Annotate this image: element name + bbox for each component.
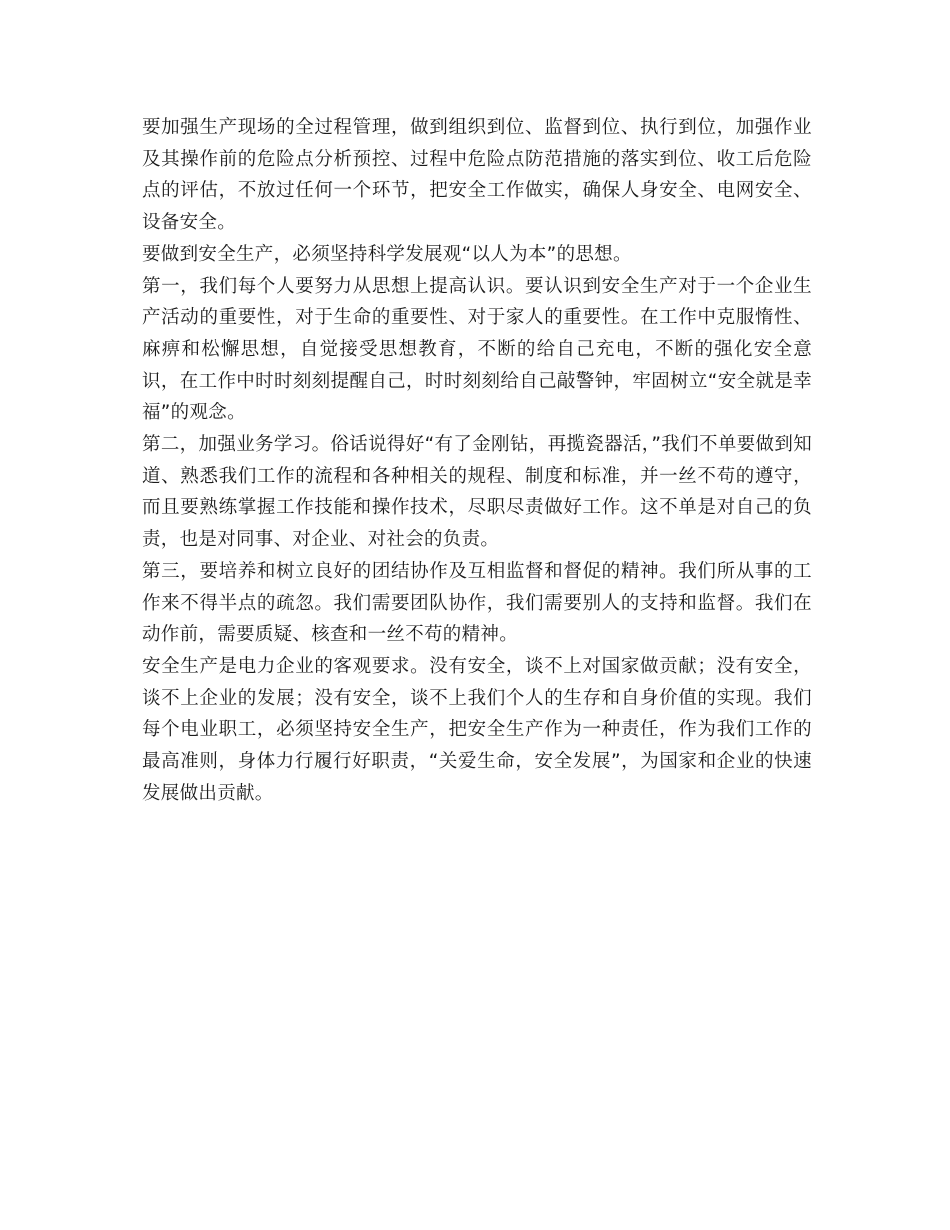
paragraph-second-learning: 第二，加强业务学习。俗话说得好“有了金刚钻，再揽瓷器活，”我们不单要做到知道、熟悉我们工作的流程和各种相关的规程、制度和标准，并一丝不苟的遵守，而且要熟练掌握工作技能和操作技术，尽职尽责做好工作。这不单是对自己的负责，也是对同事、对企业、对社会的负责。 [142,434,812,551]
document-body [142,112,812,809]
paragraph-conclusion: 安全生产是电力企业的客观要求。没有安全，谈不上对国家做贡献；没有安全，谈不上企业的发展；没有安全，谈不上我们个人的生存和自身价值的实现。我们每个电业职工，必须坚持安全生产，把安全生产作为一种责任，作为我们工作的最高准则，身体力行履行好职责，“关爱生命，安全发展”，为国家和企业的快速发展做出贡献。 [142,655,812,804]
paragraph-site-management: 要加强生产现场的全过程管理，做到组织到位、监督到位、执行到位，加强作业及其操作前的危险点分析预控、过程中危险点防范措施的落实到位、收工后危险点的评估，不放过任何一个环节，把安全工作做实，确保人身安全、电网安全、设备安全。 [142,117,812,234]
paragraph-third-teamwork: 第三，要培养和树立良好的团结协作及互相监督和督促的精神。我们所从事的工作来不得半点的疏忽。我们需要团队协作，我们需要别人的支持和监督。我们在动作前，需要质疑、核查和一丝不苟的精神。 [142,560,812,646]
paragraph-first-awareness: 第一，我们每个人要努力从思想上提高认识。要认识到安全生产对于一个企业生产活动的重要性，对于生命的重要性、对于家人的重要性。在工作中克服惰性、麻痹和松懈思想，自觉接受思想教育，不断的给自己充电，不断的强化安全意识，在工作中时时刻刻提醒自己，时时刻刻给自己敲警钟，牢固树立“安全就是幸福”的观念。 [142,275,812,424]
paragraph-people-oriented: 要做到安全生产，必须坚持科学发展观“以人为本”的思想。 [142,243,632,265]
